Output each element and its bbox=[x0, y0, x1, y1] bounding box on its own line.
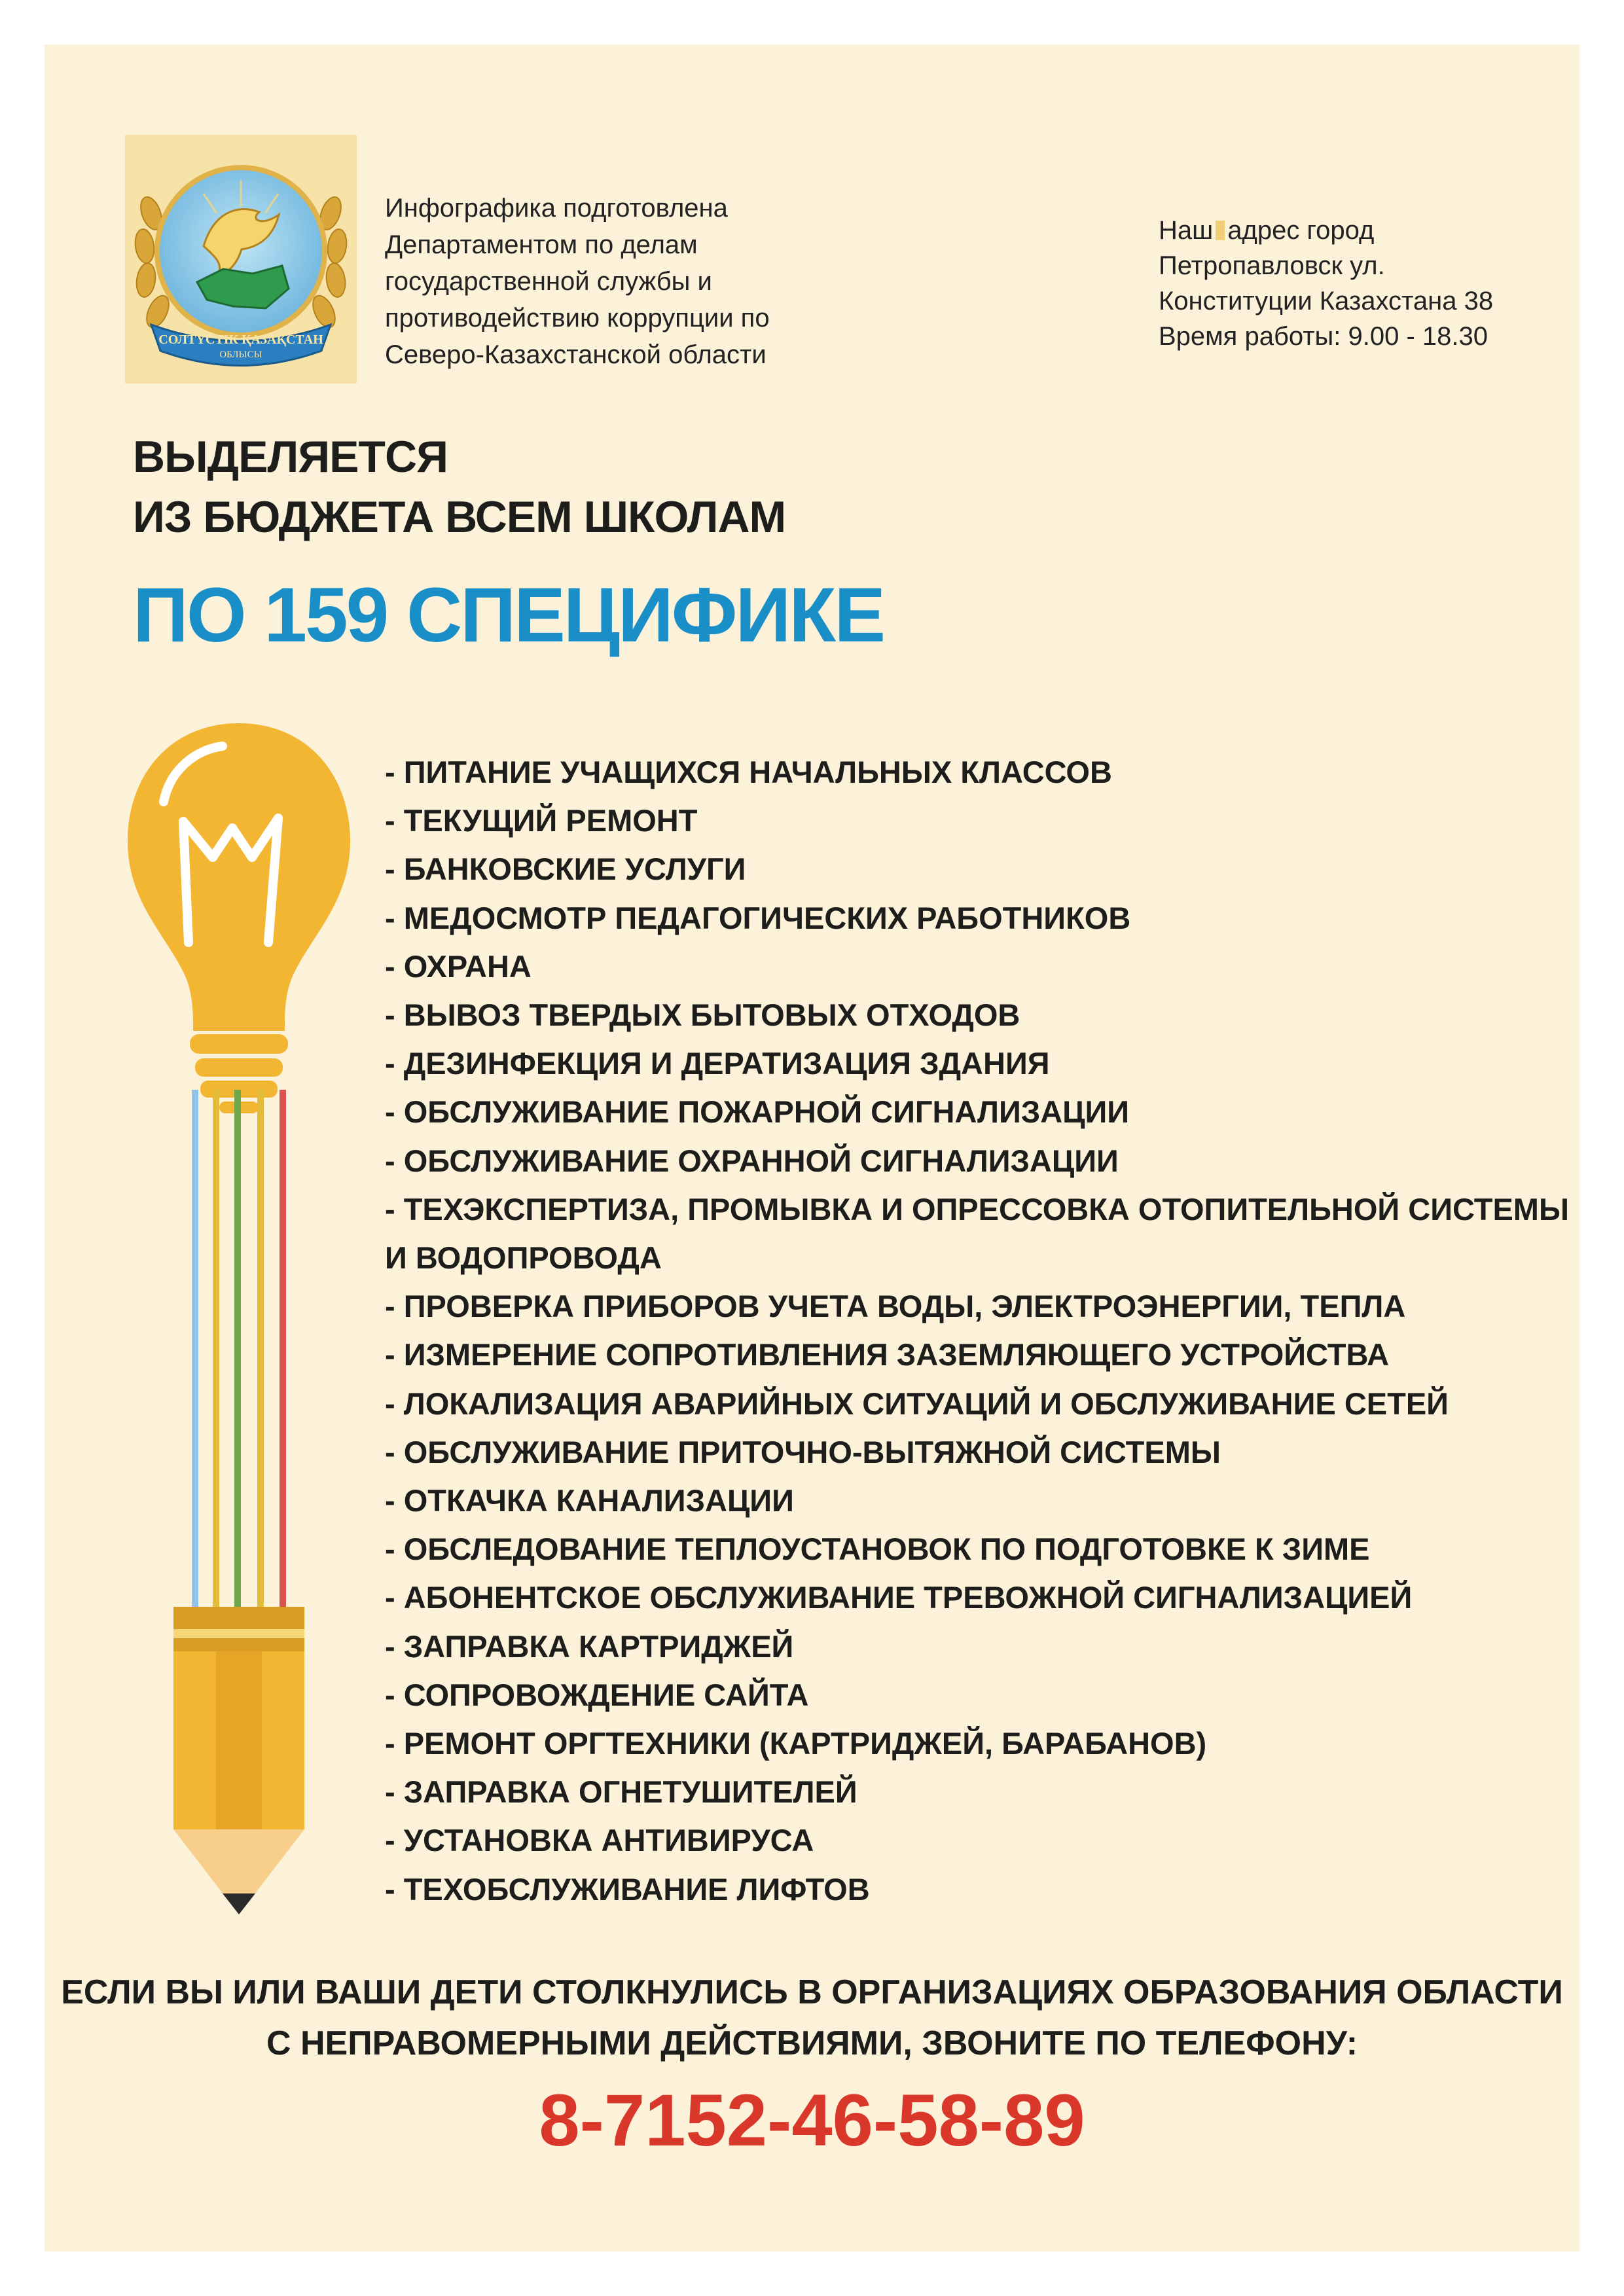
list-item: - БАНКОВСКИЕ УСЛУГИ bbox=[385, 852, 746, 887]
address-line: Петропавловск ул. bbox=[1159, 251, 1385, 280]
region-emblem bbox=[125, 135, 357, 384]
address-line bbox=[1159, 213, 1493, 248]
list-item: - ОБСЛУЖИВАНИЕ ПОЖАРНОЙ СИГНАЛИЗАЦИИ bbox=[385, 1094, 1130, 1130]
address-block bbox=[1159, 213, 1493, 354]
info-line: Департаментом по делам bbox=[385, 230, 698, 259]
list-item: - ИЗМЕРЕНИЕ СОПРОТИВЛЕНИЯ ЗАЗЕМЛЯЮЩЕГО УСТРОЙСТВА bbox=[385, 1337, 1390, 1372]
list-item: - ДЕЗИНФЕКЦИЯ И ДЕРАТИЗАЦИЯ ЗДАНИЯ bbox=[385, 1046, 1050, 1081]
address-line-part: Наш bbox=[1159, 216, 1214, 245]
separator-mark bbox=[1216, 221, 1225, 240]
working-hours: Время работы: 9.00 - 18.30 bbox=[1159, 322, 1489, 351]
list-item: - ОХРАНА bbox=[385, 948, 532, 984]
list-item: - ТЕХОБСЛУЖИВАНИЕ ЛИФТОВ bbox=[385, 1871, 870, 1907]
info-line: Северо-Казахстанской области bbox=[385, 340, 767, 369]
list-item: - ОБСЛУЖИВАНИЕ ОХРАННОЙ СИГНАЛИЗАЦИИ bbox=[385, 1143, 1119, 1178]
main-heading bbox=[133, 427, 785, 547]
lightbulb-pencil-illustration bbox=[118, 710, 360, 1914]
list-item: - ОТКАЧКА КАНАЛИЗАЦИИ bbox=[385, 1483, 794, 1518]
address-line-part: адрес город bbox=[1227, 216, 1375, 245]
footer-message bbox=[45, 1967, 1579, 2069]
list-item: - АБОНЕНТСКОЕ ОБСЛУЖИВАНИЕ ТРЕВОЖНОЙ СИГНАЛИЗАЦИЕЙ bbox=[385, 1580, 1413, 1615]
footer-line: С НЕПРАВОМЕРНЫМИ ДЕЙСТВИЯМИ, ЗВОНИТЕ ПО ТЕЛЕФОНУ: bbox=[266, 2024, 1358, 2062]
list-item: - ЗАПРАВКА ОГНЕТУШИТЕЛЕЙ bbox=[385, 1774, 857, 1810]
phone-number[interactable]: 8-7152-46-58-89 bbox=[539, 2079, 1085, 2161]
list-item: - СОПРОВОЖДЕНИЕ САЙТА bbox=[385, 1677, 809, 1712]
lightbulb-pencil-icon bbox=[118, 710, 360, 1914]
address-line: Конституции Казахстана 38 bbox=[1159, 287, 1494, 315]
list-item: - УСТАНОВКА АНТИВИРУСА bbox=[385, 1823, 814, 1858]
list-item: - МЕДОСМОТР ПЕДАГОГИЧЕСКИХ РАБОТНИКОВ bbox=[385, 900, 1131, 935]
organization-info bbox=[385, 190, 770, 373]
info-line: государственной службы и bbox=[385, 267, 712, 296]
emblem-ribbon-text: СОЛТҮСТІК ҚАЗАҚСТАН bbox=[158, 332, 323, 347]
list-item: - ОБСЛУЖИВАНИЕ ПРИТОЧНО-ВЫТЯЖНОЙ СИСТЕМЫ bbox=[385, 1434, 1221, 1469]
list-item: - РЕМОНТ ОРГТЕХНИКИ (КАРТРИДЖЕЙ, БАРАБАНОВ) bbox=[385, 1726, 1207, 1761]
list-item: - ТЕХЭКСПЕРТИЗА, ПРОМЫВКА И ОПРЕССОВКА ОТОПИТЕЛЬНОЙ СИСТЕМЫ bbox=[385, 1191, 1569, 1227]
list-item: - ВЫВОЗ ТВЕРДЫХ БЫТОВЫХ ОТХОДОВ bbox=[385, 997, 1020, 1033]
list-item: - ПРОВЕРКА ПРИБОРОВ УЧЕТА ВОДЫ, ЭЛЕКТРОЭНЕРГИИ, ТЕПЛА bbox=[385, 1289, 1406, 1324]
info-line: Инфографика подготовлена bbox=[385, 194, 728, 223]
heading-highlight: ПО 159 СПЕЦИФИКЕ bbox=[133, 572, 884, 658]
list-item: - ЗАПРАВКА КАРТРИДЖЕЙ bbox=[385, 1628, 794, 1664]
heading-line: ВЫДЕЛЯЕТСЯ bbox=[133, 432, 448, 482]
list-item: - ЛОКАЛИЗАЦИЯ АВАРИЙНЫХ СИТУАЦИЙ И ОБСЛУЖИВАНИЕ СЕТЕЙ bbox=[385, 1386, 1449, 1421]
list-item: - ПИТАНИЕ УЧАЩИХСЯ НАЧАЛЬНЫХ КЛАССОВ bbox=[385, 755, 1112, 789]
specifics-list bbox=[385, 748, 1569, 1914]
list-item: - ТЕКУЩИЙ РЕМОНТ bbox=[385, 803, 698, 838]
list-item: - ОБСЛЕДОВАНИЕ ТЕПЛОУСТАНОВОК ПО ПОДГОТОВКЕ К ЗИМЕ bbox=[385, 1532, 1370, 1567]
heading-line: ИЗ БЮДЖЕТА ВСЕМ ШКОЛАМ bbox=[133, 492, 786, 542]
emblem-sub-text: ОБЛЫСЫ bbox=[219, 350, 262, 360]
footer-line: ЕСЛИ ВЫ ИЛИ ВАШИ ДЕТИ СТОЛКНУЛИСЬ В ОРГАНИЗАЦИЯХ ОБРАЗОВАНИЯ ОБЛАСТИ bbox=[61, 1973, 1563, 2011]
info-line: противодействию коррупции по bbox=[385, 304, 770, 332]
list-item: И ВОДОПРОВОДА bbox=[385, 1240, 662, 1276]
